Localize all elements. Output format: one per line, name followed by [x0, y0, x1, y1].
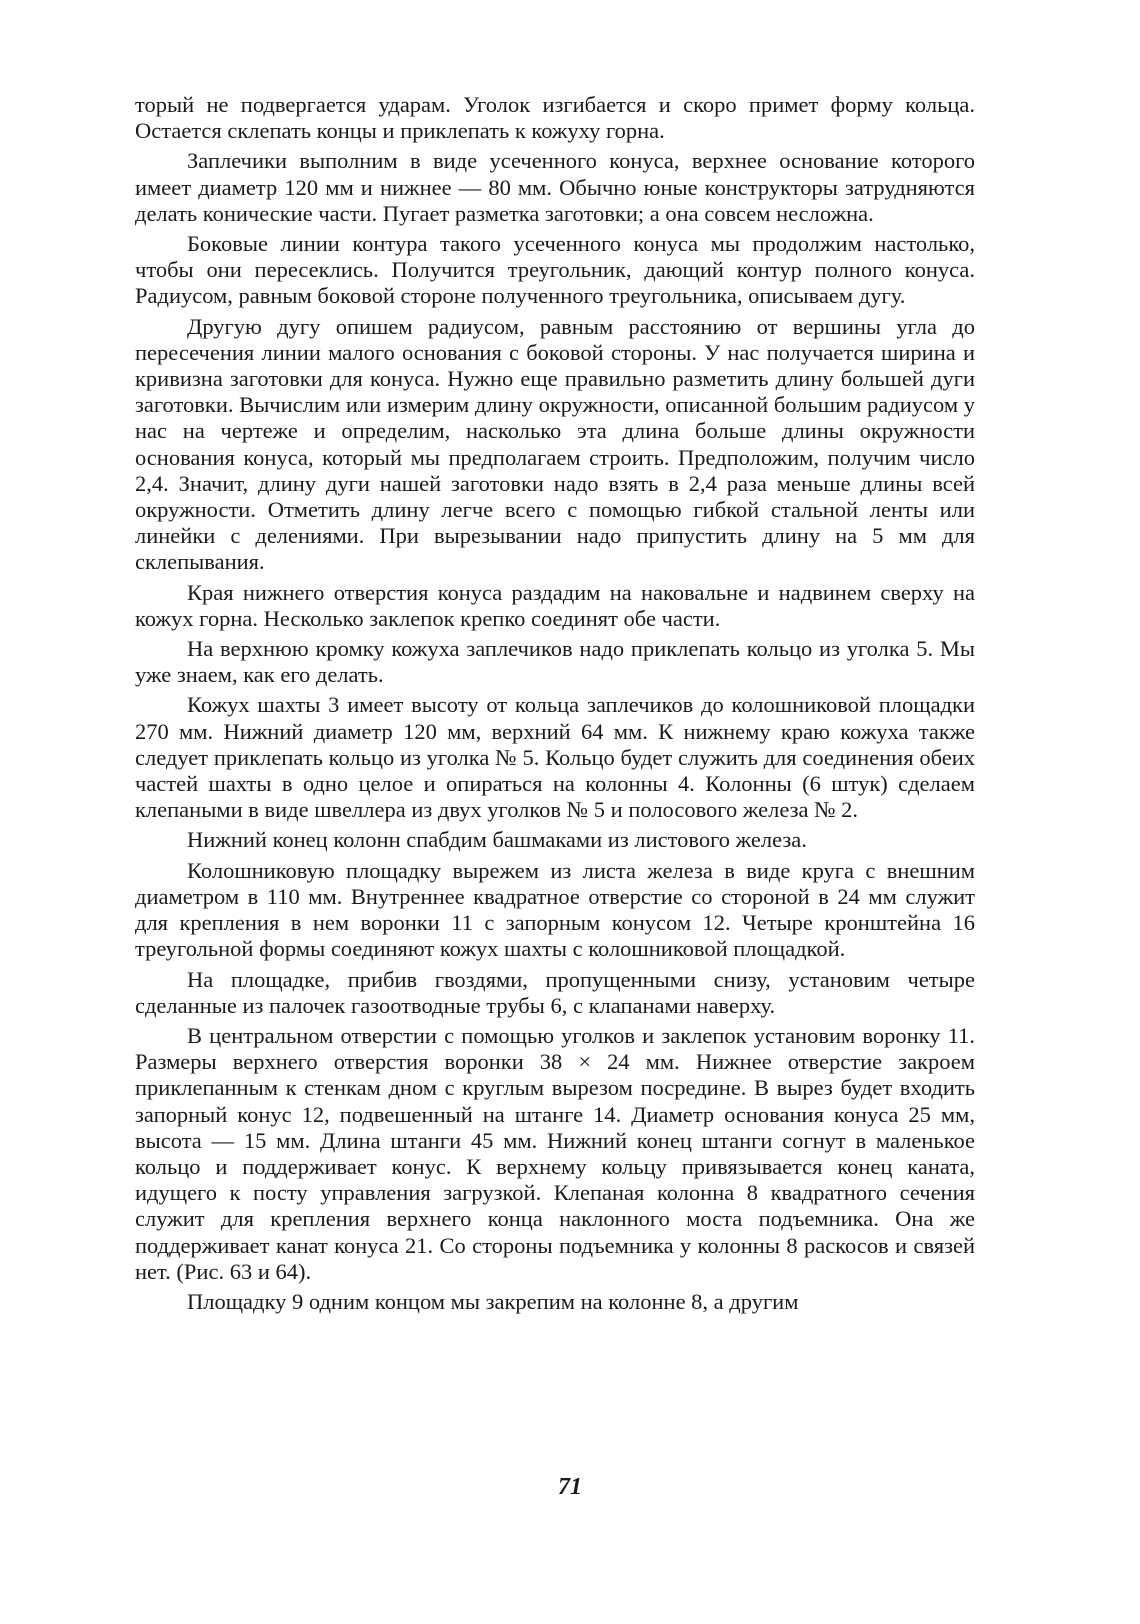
paragraph-8: Нижний конец колонн спабдим башмаками из листового железа.: [187, 827, 807, 853]
page-number: 71: [558, 1474, 582, 1500]
paragraph-3: Боковые линии контура такого усеченного конуса мы продолжим настолько, чтобы они пересеклись. Получится треугольник, дающий контур полного конуса. Радиусом, равным боковой стороне полученного треугольника, описываем дугу.: [135, 231, 975, 309]
paragraph-1: торый не подвергается ударам. Уголок изгибается и скоро примет форму кольца. Остается склепать концы и приклепать к кожуху горна.: [135, 92, 975, 144]
paragraph-5: Края нижнего отверстия конуса раздадим на наковальне и надвинем сверху на кожух горна. Несколько заклепок крепко соединят обе части.: [135, 579, 975, 631]
paragraph-10: На площадке, прибив гвоздями, пропущенными снизу, установим четыре сделанные из палочек газоотводные трубы 6, с клапанами наверху.: [135, 966, 975, 1018]
paragraph-2: Заплечики выполним в виде усеченного конуса, верхнее основание которого имеет диаметр 120 мм и нижнее — 80 мм. Обычно юные конструкторы затрудняются делать конические части. Пугает разметка заготовки; а она совсем несложна.: [135, 148, 975, 226]
paragraph-9: Колошниковую площадку вырежем из листа железа в виде круга с внешним диаметром в 110 мм. Внутреннее квадратное отверстие со стороной в 24 мм служит для крепления в нем воронки 11 с запорным конусом 12. Четыре кронштейна 16 треугольной формы соединяют кожух шахты с колошниковой площадкой.: [135, 857, 975, 962]
paragraph-12: Площадку 9 одним концом мы закрепим на колонне 8, а другим: [187, 1288, 799, 1314]
paragraph-6: На верхнюю кромку кожуха заплечиков надо приклепать кольцо из уголка 5. Мы уже знаем, как его делать.: [135, 636, 975, 688]
paragraph-4: Другую дугу опишем радиусом, равным расстоянию от вершины угла до пересечения линии малого основания с боковой стороны. У нас получается ширина и кривизна заготовки для конуса. Нужно еще правильно разметить длину большей дуги заготовки. Вычислим или измерим длину окружности, описанной большим радиусом у нас на чертеже и определим, насколько эта длина больше длины окружности основания конуса, который мы предполагаем строить. Предположим, получим число 2,4. Значит, длину дуги нашей заготовки надо взять в 2,4 раза меньше длины всей окружности. Отметить длину легче всего с помощью гибкой стальной ленты или линейки с делениями. При вырезывании надо припустить длину на 5 мм для склепывания.: [135, 313, 975, 575]
paragraph-11: В центральном отверстии с помощью уголков и заклепок установим воронку 11. Размеры верхнего отверстия воронки 38 × 24 мм. Нижнее отверстие закроем приклепанным к стенкам дном с круглым вырезом посредине. В вырез будет входить запорный конус 12, подвешенный на штанге 14. Диаметр основания конуса 25 мм, высота — 15 мм. Длина штанги 45 мм. Нижний конец штанги согнут в маленькое кольцо и поддерживает конус. К верхнему кольцу привязывается конец каната, идущего к посту управления загрузкой. Клепаная колонна 8 квадратного сечения служит для крепления верхнего конца наклонного моста подъемника. Она же поддерживает канат конуса 21. Со стороны подъемника у колонны 8 раскосов и связей нет. (Рис. 63 и 64).: [135, 1022, 975, 1284]
page-body: [135, 92, 975, 1319]
paragraph-7: Кожух шахты 3 имеет высоту от кольца заплечиков до колошниковой площадки 270 мм. Нижний диаметр 120 мм, верхний 64 мм. К нижнему краю кожуха также следует приклепать кольцо из уголка № 5. Кольцо будет служить для соединения обеих частей шахты в одно целое и опираться на колонны 4. Колонны (6 штук) сделаем клепаными в виде швеллера из двух уголков № 5 и полосового железа № 2.: [135, 692, 975, 823]
